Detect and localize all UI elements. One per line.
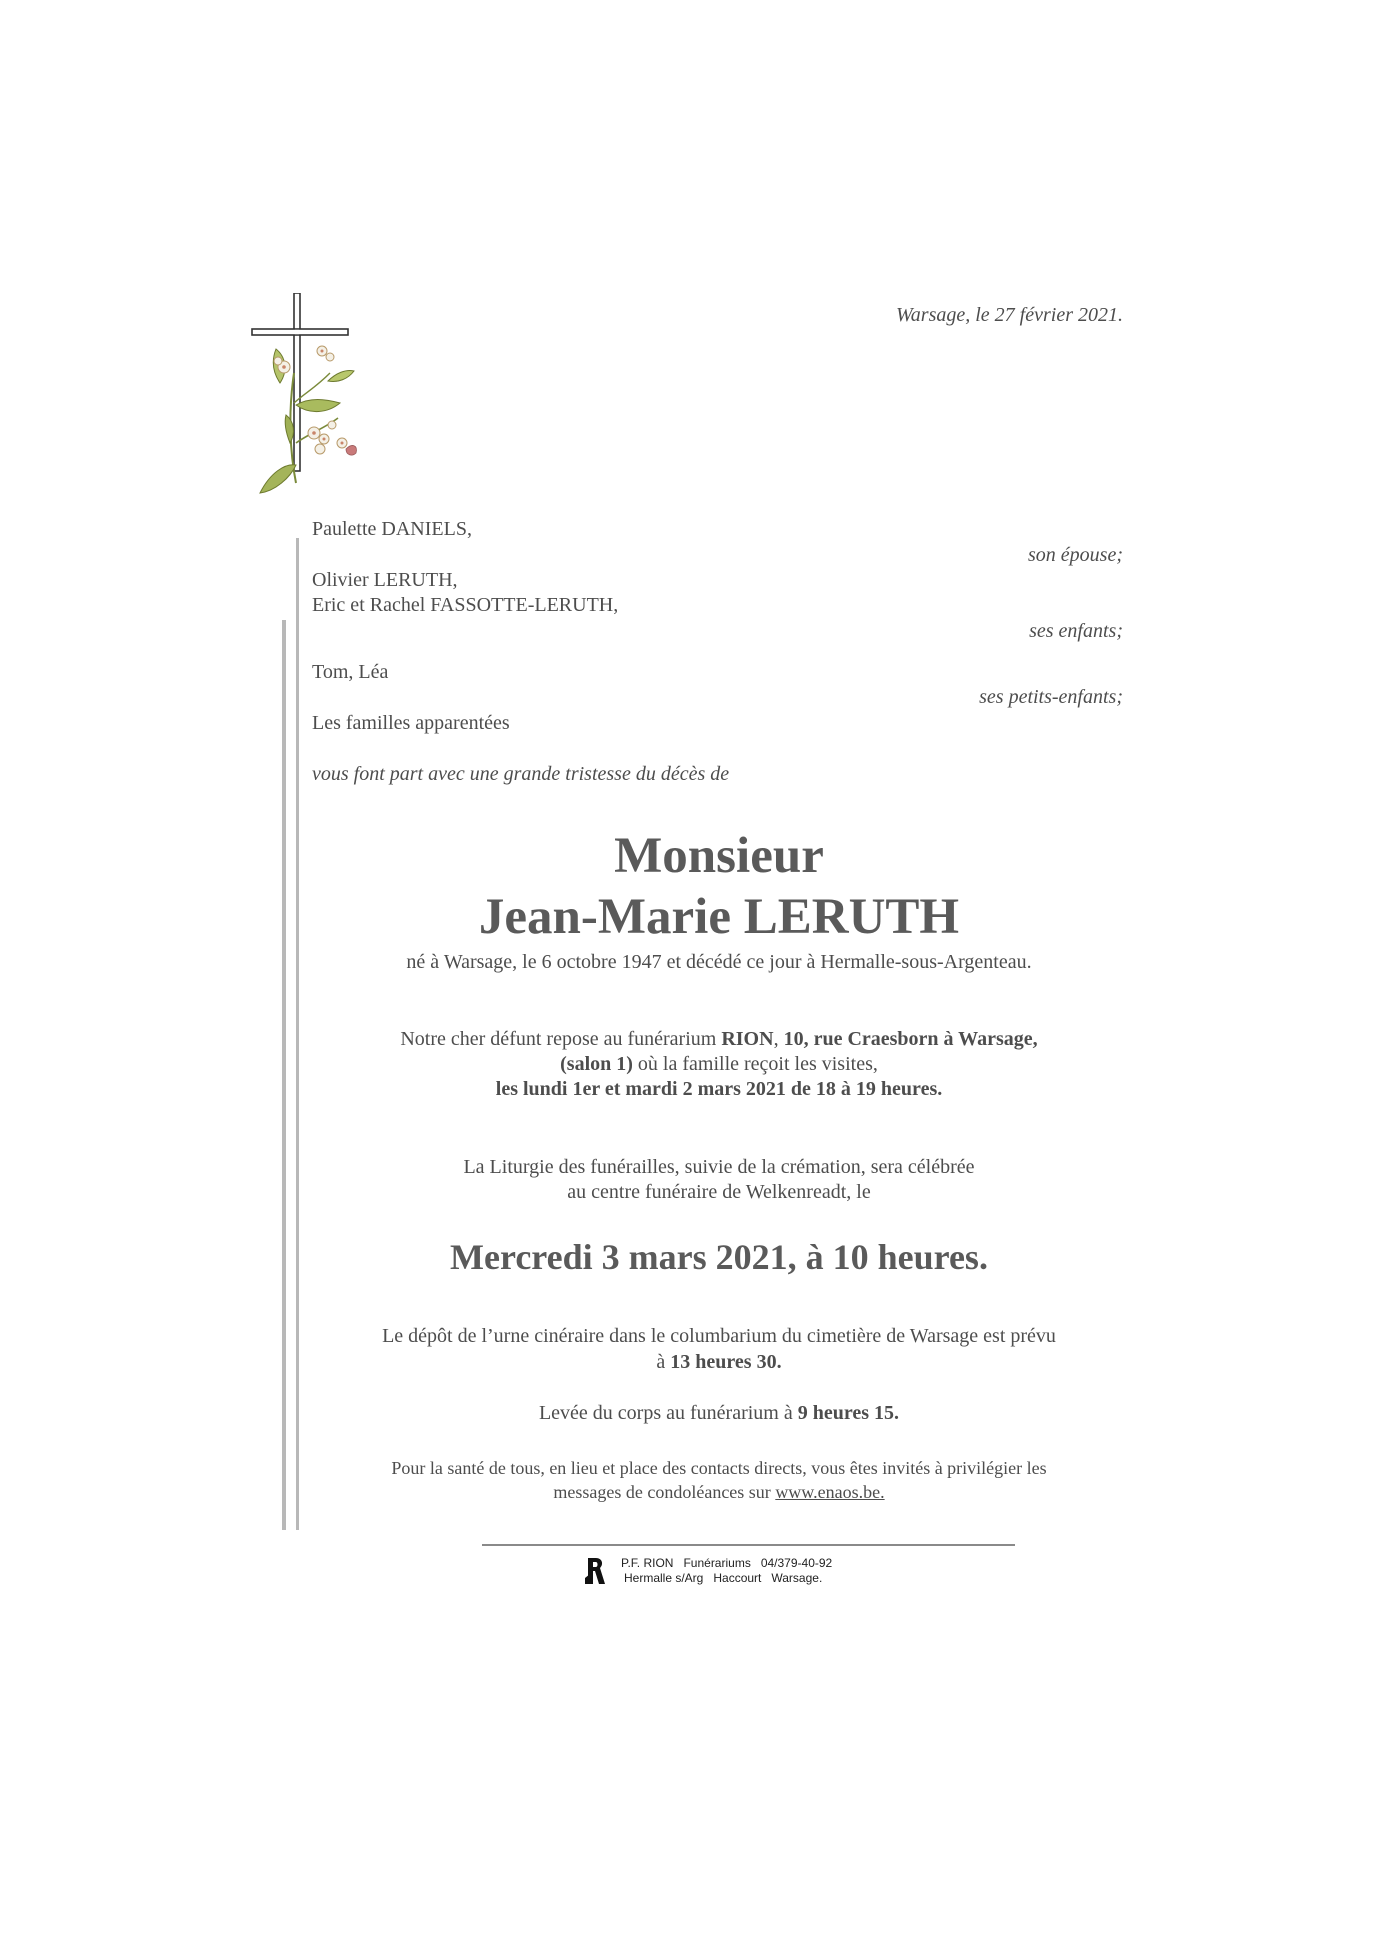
notice-text: messages de condoléances sur xyxy=(553,1482,776,1502)
urn-prefix: à xyxy=(656,1351,671,1373)
urn-time: 13 heures 30. xyxy=(670,1351,782,1373)
visitation-text: Notre cher défunt repose au funérarium xyxy=(400,1028,722,1050)
deceased-title: Monsieur xyxy=(614,828,824,884)
salon: (salon 1) xyxy=(560,1053,633,1075)
levee-line xyxy=(320,1401,1118,1425)
spouse-name: Paulette DANIELS, xyxy=(312,518,472,540)
notice-line-2 xyxy=(320,1480,1118,1504)
visitation-line-1 xyxy=(320,1027,1118,1051)
condolences-link[interactable]: www.enaos.be. xyxy=(775,1482,885,1502)
ceremony-line-1: La Liturgie des funérailles, suivie de la crémation, sera célébrée xyxy=(463,1156,975,1178)
urn-line-2 xyxy=(320,1350,1118,1374)
funeral-home-name: RION xyxy=(721,1028,774,1050)
spouse-role: son épouse; xyxy=(1028,544,1123,566)
visitation-sep: , xyxy=(773,1028,784,1050)
footer-divider xyxy=(482,1544,1015,1546)
levee-text: Levée du corps au funérarium à xyxy=(538,1402,798,1424)
footer-line-1: P.F. RION Funérariums 04/379-40-92 xyxy=(621,1556,833,1570)
child-2: Eric et Rachel FASSOTTE-LERUTH, xyxy=(312,594,619,616)
relatives: Les familles apparentées xyxy=(312,712,510,734)
ceremony-line-2: au centre funéraire de Welkenreadt, le xyxy=(567,1181,871,1203)
children-role: ses enfants; xyxy=(1029,620,1123,642)
funeral-home-logo-icon xyxy=(584,1556,606,1586)
place-date: Warsage, le 27 février 2021. xyxy=(895,304,1123,326)
child-1: Olivier LERUTH, xyxy=(312,569,458,591)
footer-line-2: Hermalle s/Arg Haccourt Warsage. xyxy=(624,1571,823,1585)
deceased-name: Jean-Marie LERUTH xyxy=(478,889,960,945)
announcement: vous font part avec une grande tristesse du décès de xyxy=(312,763,730,785)
visitation-dates: les lundi 1er et mardi 2 mars 2021 de 18 à 19 heures. xyxy=(495,1078,943,1100)
birth-death: né à Warsage, le 6 octobre 1947 et décédé ce jour à Hermalle-sous-Argenteau. xyxy=(406,951,1032,973)
visitation-text-2: où la famille reçoit les visites, xyxy=(632,1053,878,1075)
cross-flowers-icon xyxy=(250,293,380,503)
visitation-line-3 xyxy=(320,1077,1118,1101)
urn-line-1: Le dépôt de l’urne cinéraire dans le columbarium du cimetière de Warsage est prévu xyxy=(382,1325,1056,1347)
notice-line-1: Pour la santé de tous, en lieu et place des contacts directs, vous êtes invités à privilégier les xyxy=(391,1458,1047,1478)
grandchildren-role: ses petits-enfants; xyxy=(979,686,1123,708)
border-line-inner xyxy=(296,538,299,1530)
levee-time: 9 heures 15. xyxy=(797,1402,900,1424)
grandchildren: Tom, Léa xyxy=(312,661,389,683)
ceremony-date: Mercredi 3 mars 2021, à 10 heures. xyxy=(450,1237,988,1277)
funeral-home-address: 10, rue Craesborn à Warsage, xyxy=(783,1028,1038,1050)
border-line-outer xyxy=(282,620,286,1530)
visitation-line-2 xyxy=(320,1052,1118,1076)
